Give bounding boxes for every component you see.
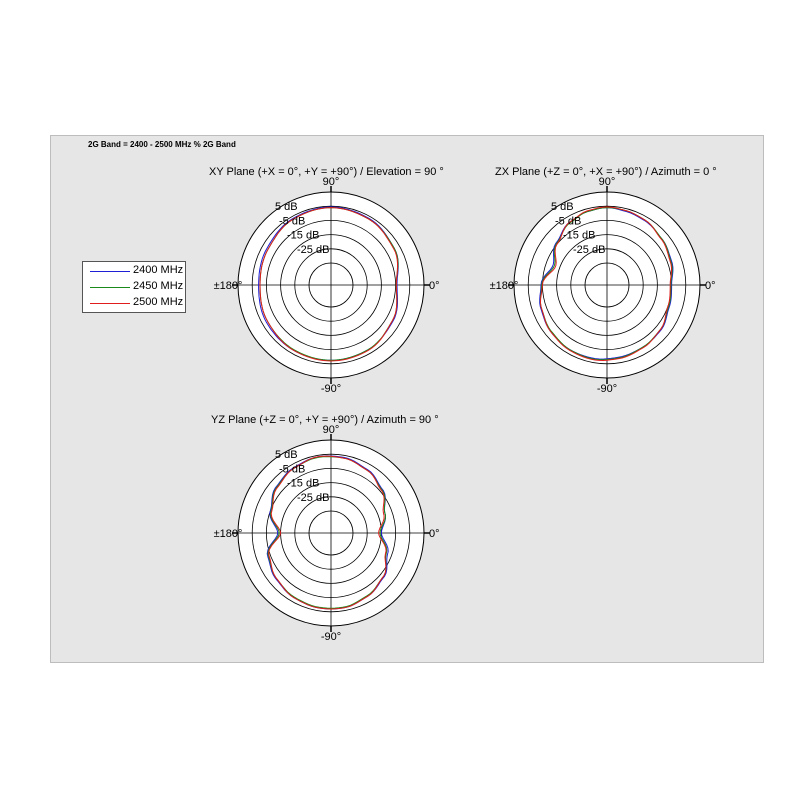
yz-plot-title: YZ Plane (+Z = 0°, +Y = +90°) / Azimuth = 90 ° [211,414,439,426]
angle-label-0: 0° [429,280,440,292]
radial-tick-label: -5 dB [279,215,306,228]
radial-tick-label: -5 dB [555,215,582,228]
legend-swatch-2500 [90,303,130,304]
legend-label: 2500 MHz [133,296,184,308]
angle-label-90: 90° [322,176,340,188]
legend-swatch-2400 [90,271,130,272]
radial-tick-label: -25 dB [573,243,606,256]
legend-item-2450 [88,279,184,295]
zx-plot-title: ZX Plane (+Z = 0°, +X = +90°) / Azimuth = 0 ° [495,166,717,178]
radial-tick-label: -15 dB [287,229,320,242]
radial-tick-label: -5 dB [279,463,306,476]
radial-tick-label: 5 dB [551,201,574,214]
angle-label-0: 0° [429,528,440,540]
angle-label-180: ±180° [489,280,519,292]
legend-swatch-2450 [90,287,130,288]
radial-tick-label: 5 dB [275,449,298,462]
radial-tick-label: 5 dB [275,201,298,214]
angle-label-180: ±180° [213,280,243,292]
legend-label: 2400 MHz [133,264,184,276]
radial-tick-label: -15 dB [563,229,596,242]
angle-label-neg90: -90° [320,631,342,643]
legend-item-2500 [88,295,184,311]
band-title: 2G Band = 2400 - 2500 MHz % 2G Band [88,140,236,149]
radial-tick-label: -25 dB [297,491,330,504]
angle-label-90: 90° [598,176,616,188]
angle-label-neg90: -90° [596,383,618,395]
angle-label-0: 0° [705,280,716,292]
angle-label-90: 90° [322,424,340,436]
angle-label-180: ±180° [213,528,243,540]
angle-label-neg90: -90° [320,383,342,395]
legend [82,261,186,313]
legend-label: 2450 MHz [133,280,184,292]
xy-plot-title: XY Plane (+X = 0°, +Y = +90°) / Elevation = 90 ° [209,166,444,178]
legend-item-2400 [88,263,184,279]
radial-tick-label: -15 dB [287,477,320,490]
radial-tick-label: -25 dB [297,243,330,256]
